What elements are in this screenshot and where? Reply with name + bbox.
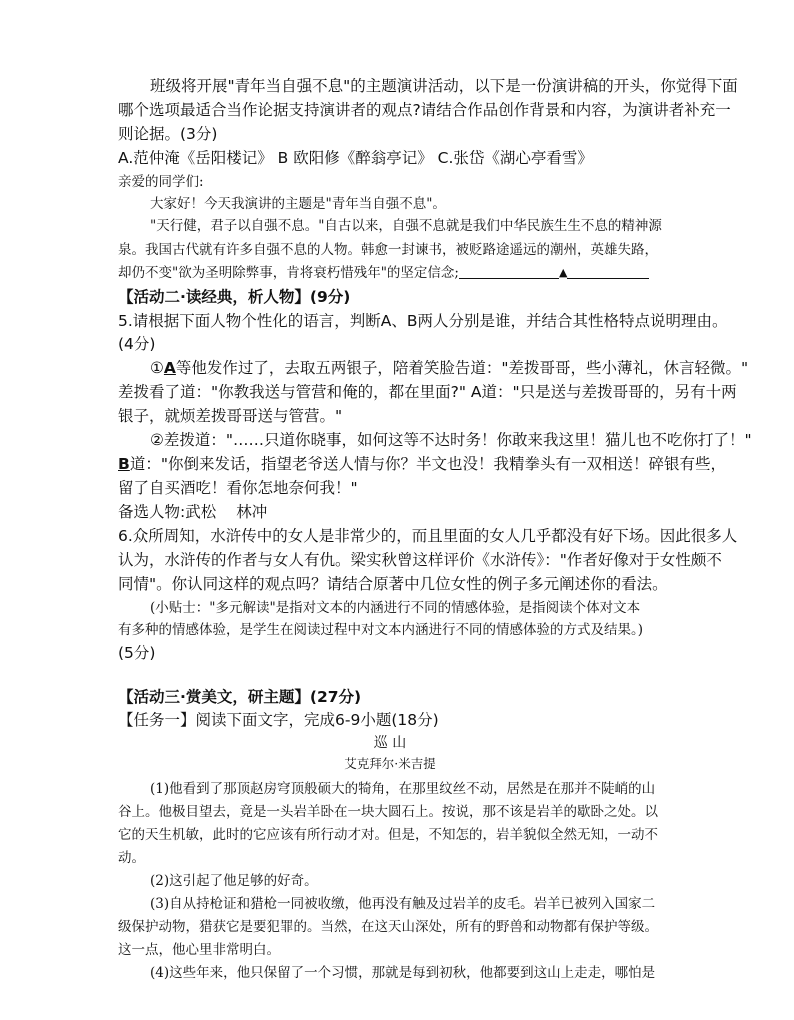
- question-6-line-3: 同情"。你认同这样的观点吗？请结合原著中几位女性的例子多元阐述你的看法。: [118, 575, 668, 593]
- article-title: 巡 山: [373, 735, 407, 751]
- speaker-b-label: B: [118, 455, 130, 473]
- dialogue-2-text: 道："你倒来发话，指望老爷送人情与你？半文也没！我精拳头有一双相送！碎银有些，: [129, 455, 726, 473]
- candidate-characters: [118, 501, 267, 523]
- question-6-line-1: 6.众所周知，水浒传中的女人是非常少的，而且里面的女人几乎都没有好下场。因此很多人: [118, 527, 738, 545]
- speech-greeting: 亲爱的同学们:: [118, 174, 204, 190]
- question-5-line-2: (4分): [118, 335, 156, 353]
- tip-line-1: (小贴士："多元解读"是指对文本的内涵进行不同的情感体验，是指阅读个体对文本: [150, 600, 641, 616]
- answer-blank-left[interactable]: [459, 264, 559, 279]
- question-6-score: (5分): [118, 644, 156, 662]
- intro-options: A.范仲淹《岳阳楼记》 B 欧阳修《醉翁亭记》 C.张岱《湖心亭看雪》: [118, 149, 593, 167]
- question-6-line-2: 认为，水浒传的作者与女人有仇。梁实秋曾这样评价《水浒传》："作者好像对于女性颇不: [118, 551, 722, 569]
- speech-paragraph-2b: 泉。我国古代就有许多自强不息的人物。韩愈一封谏书，被贬路途遥远的潮州，英雄失路，: [118, 242, 658, 258]
- intro-line-3: 则论据。(3分): [118, 125, 218, 143]
- speech-paragraph-2c: [118, 262, 649, 284]
- article-paragraph-3a: (3)自从持枪证和猎枪一同被收缴，他再没有触及过岩羊的皮毛。岩羊已被列入国家二: [150, 896, 656, 912]
- question-5-line-1: 5.请根据下面人物个性化的语言，判断A、B两人分别是谁，并结合其性格特点说明理由。: [118, 312, 728, 330]
- candidates-label: 备选人物:武松: [118, 503, 217, 521]
- dialogue-2-line-3: 留了自买酒吃！看你怎地奈何我！": [118, 479, 358, 497]
- intro-line-1: 班级将开展"青年当自强不息"的主题演讲活动，以下是一份演讲稿的开头，你觉得下面: [150, 77, 738, 95]
- intro-line-2: 哪个选项最适合当作论据支持演讲者的观点?请结合作品创作背景和内容，为演讲者补充一: [118, 101, 731, 119]
- dialogue-2-line-2: [118, 453, 726, 475]
- activity-2-heading: 【活动二·读经典，析人物】(9分): [118, 288, 351, 306]
- speech-paragraph-2c-text: 却仍不变"欲为圣明除弊事，肯将衰朽惜残年"的坚定信念;: [118, 265, 459, 281]
- dialogue-1-line-1: [150, 357, 748, 379]
- tip-line-2: 有多种的情感体验，是学生在阅读过程中对文本内涵进行不同的情感体验的方式及结果。): [118, 622, 644, 638]
- speech-paragraph-2a: "天行健，君子以自强不息。"自古以来，自强不息就是我们中华民族生生不息的精神源: [150, 218, 662, 234]
- article-paragraph-1c: 它的天生机敏，此时的它应该有所行动才对。但是，不知怎的，岩羊貌似全然无知，一动不: [118, 827, 658, 843]
- answer-blank-right[interactable]: [567, 264, 649, 279]
- article-paragraph-1b: 谷上。他极目望去，竟是一头岩羊卧在一块大圆石上。按说，那不该是岩羊的歇卧之处。以: [118, 804, 658, 820]
- speaker-a-label: A: [163, 359, 176, 377]
- article-author: 艾克拜尔·米吉提: [344, 756, 436, 771]
- article-paragraph-3c: 这一点，他心里非常明白。: [118, 942, 280, 958]
- article-paragraph-2: (2)这引起了他足够的好奇。: [150, 873, 318, 889]
- article-paragraph-1d: 动。: [118, 850, 145, 866]
- dialogue-1-number: ①: [150, 359, 164, 377]
- task-1-heading: 【任务一】阅读下面文字，完成6-9小题(18分): [118, 711, 439, 729]
- dialogue-1-line-2: 差拨看了道："你教我送与管营和俺的，都在里面?" A道："只是送与差拨哥哥的，另有十两: [118, 383, 737, 401]
- candidate-linchong: 林冲: [236, 503, 268, 521]
- speech-paragraph-1: 大家好！今天我演讲的主题是"青年当自强不息"。: [150, 196, 446, 212]
- blank-marker-triangle: ▲: [558, 266, 568, 279]
- dialogue-2-line-1: ②差拨道："……只道你晓事，如何这等不达时务！你敢来我这里！猫儿也不吃你打了！": [150, 431, 752, 449]
- article-paragraph-1a: (1)他看到了那顶赵房穹顶般硕大的犄角，在那里纹丝不动，居然是在那并不陡峭的山: [150, 781, 656, 797]
- dialogue-1-text: 等他发作过了，去取五两银子，陪着笑脸告道："差拨哥哥，些小薄礼，休言轻微。": [175, 359, 749, 377]
- article-paragraph-4a: (4)这些年来，他只保留了一个习惯，那就是每到初秋，他都要到这山上走走，哪怕是: [150, 965, 656, 981]
- article-paragraph-3b: 级保护动物，猎获它是要犯罪的。当然，在这天山深处，所有的野兽和动物都有保护等级。: [118, 919, 658, 935]
- dialogue-1-line-3: 银子，就烦差拨哥哥送与管营。": [118, 407, 343, 425]
- activity-3-heading: 【活动三·赏美文，研主题】(27分): [118, 688, 362, 706]
